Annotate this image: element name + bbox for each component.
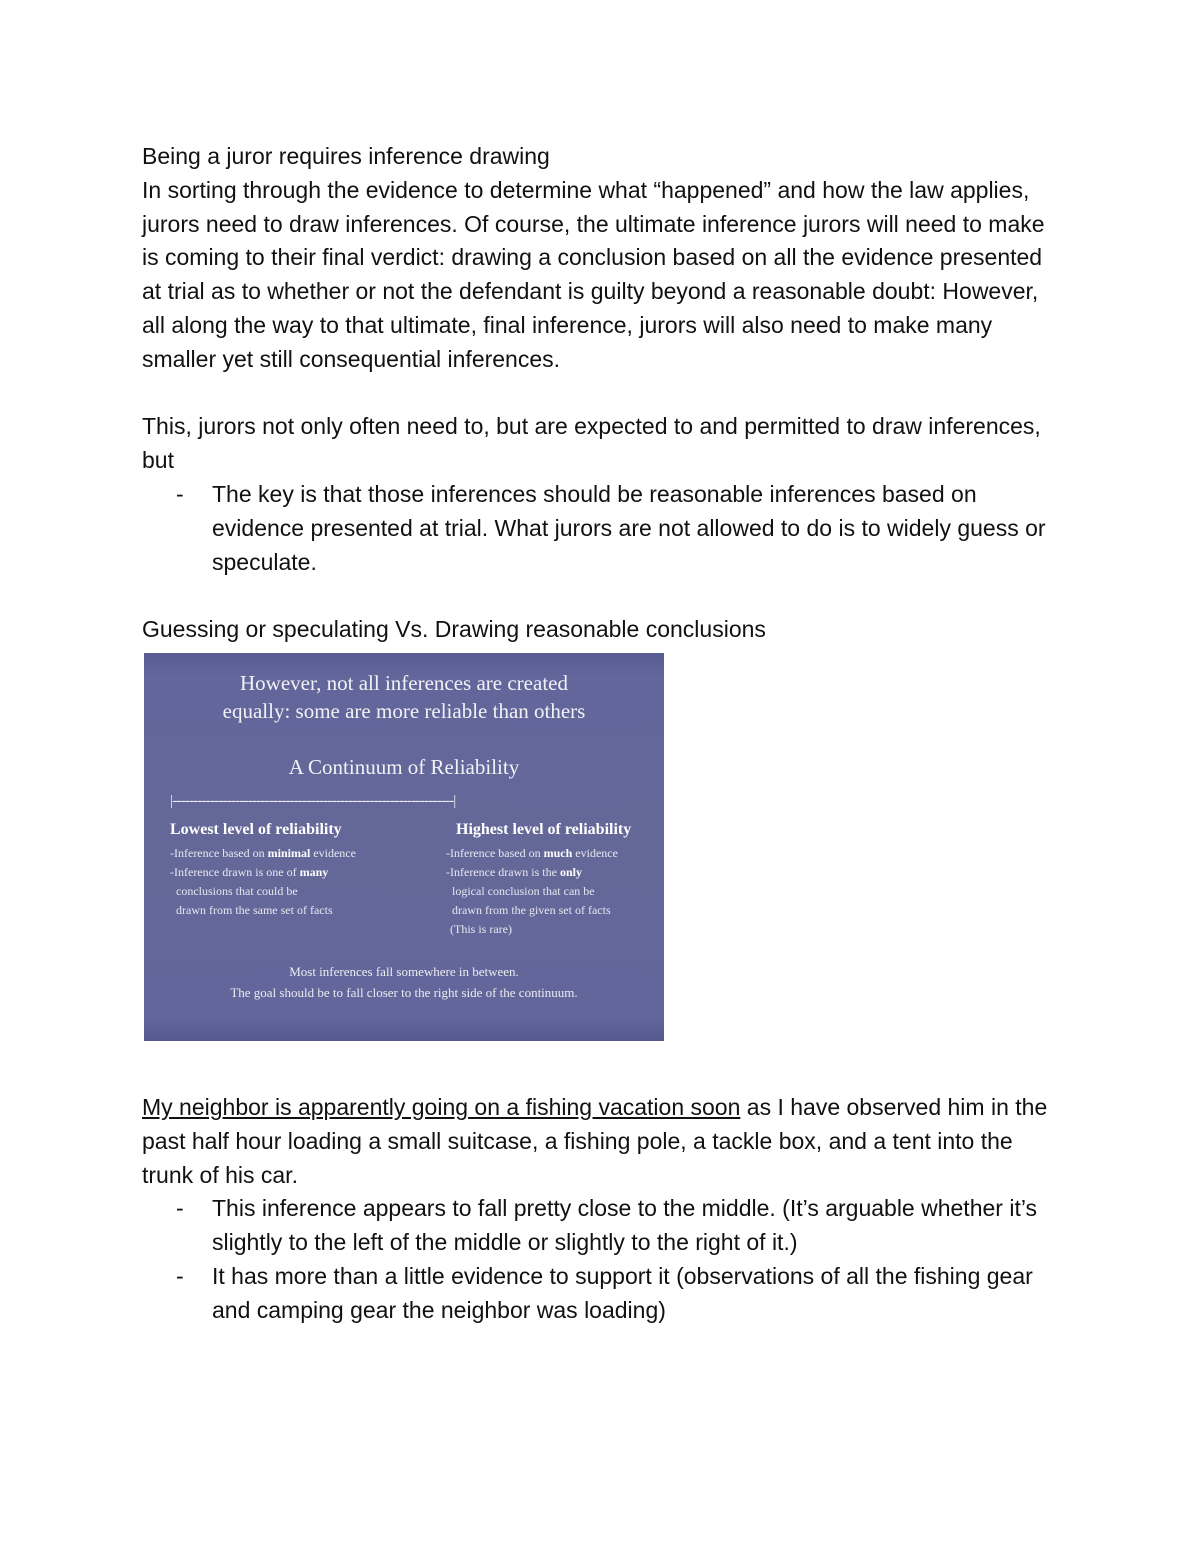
permission-paragraph: This, jurors not only often need to, but are expected to and permitted to draw inferences, but (142, 413, 1041, 474)
slide-footer (144, 961, 664, 1003)
slide-heading-line: equally: some are more reliable than others (222, 698, 586, 723)
slide-heading-line: However, not all inferences are created (240, 670, 568, 695)
slide-subtitle: A Continuum of Reliability (288, 754, 520, 779)
list-item: - The key is that those inferences should be reasonable inferences based on evidence presented at trial. What jurors are not allowed to do is to widely guess or speculate. (212, 478, 1062, 579)
example-analysis-list (142, 1192, 1062, 1327)
lowest-reliability-column (170, 819, 356, 920)
comparison-subheading: Guessing or speculating Vs. Drawing reasonable conclusions (142, 616, 766, 643)
paragraph-spacer (142, 377, 1062, 411)
list-item: - It has more than a little evidence to support it (observations of all the fishing gear and camping gear the neighbor was loading) (212, 1260, 1062, 1328)
column-line: -Inference drawn is the only (446, 864, 582, 879)
column-line: drawn from the same set of facts (176, 902, 333, 917)
column-line: -Inference based on minimal evidence (170, 845, 356, 860)
key-point-list (142, 478, 1062, 579)
column-line: -Inference based on much evidence (446, 845, 618, 860)
paragraph-spacer (142, 579, 1062, 613)
highest-reliability-column (446, 819, 632, 939)
column-line: -Inference drawn is one of many (170, 864, 329, 879)
example-paragraph-text: as I have observed him in the past half hour loading a small suitcase, a fishing pole, a tackle box, and a tent into the trunk of his car. (142, 1093, 1048, 1188)
paragraph-spacer (142, 1041, 1062, 1091)
column-line: conclusions that could be (176, 883, 298, 898)
document-page (142, 140, 1062, 1328)
column-line: (This is rare) (450, 921, 512, 936)
slide-heading (144, 669, 664, 725)
column-lines (446, 844, 631, 939)
column-lines (170, 844, 356, 920)
slide-footer-line: Most inferences fall somewhere in between. (289, 963, 519, 979)
column-title: Lowest level of reliability (170, 820, 342, 838)
section-heading: Being a juror requires inference drawing (142, 143, 550, 169)
continuum-line: |-------------------------------------------------------------------| (170, 792, 456, 809)
column-line: logical conclusion that can be (452, 883, 595, 898)
column-line: drawn from the given set of facts (452, 902, 611, 917)
slide-footer-line: The goal should be to fall closer to the right side of the continuum. (230, 984, 578, 1000)
list-item: - This inference appears to fall pretty close to the middle. (It’s arguable whether it’s slightly to the left of the middle or slightly to the right of it.) (212, 1192, 1062, 1260)
column-title: Highest level of reliability (456, 820, 632, 838)
intro-paragraph: In sorting through the evidence to determine what “happened” and how the law applies, jurors need to draw inferences. Of course, the ultimate inference jurors will need to make is coming to their final verdict: drawing a conclusion based on all the evidence presented at trial as to whether or not the defendant is guilty beyond a reasonable doubt: However, all along the way to that ultimate, final inference, jurors will also need to make many smaller yet still consequential inferences. (142, 176, 1045, 372)
example-paragraph (142, 1091, 1062, 1192)
continuum-slide-image (144, 653, 664, 1041)
underlined-claim: My neighbor is apparently going on a fishing vacation soon (142, 1093, 741, 1120)
